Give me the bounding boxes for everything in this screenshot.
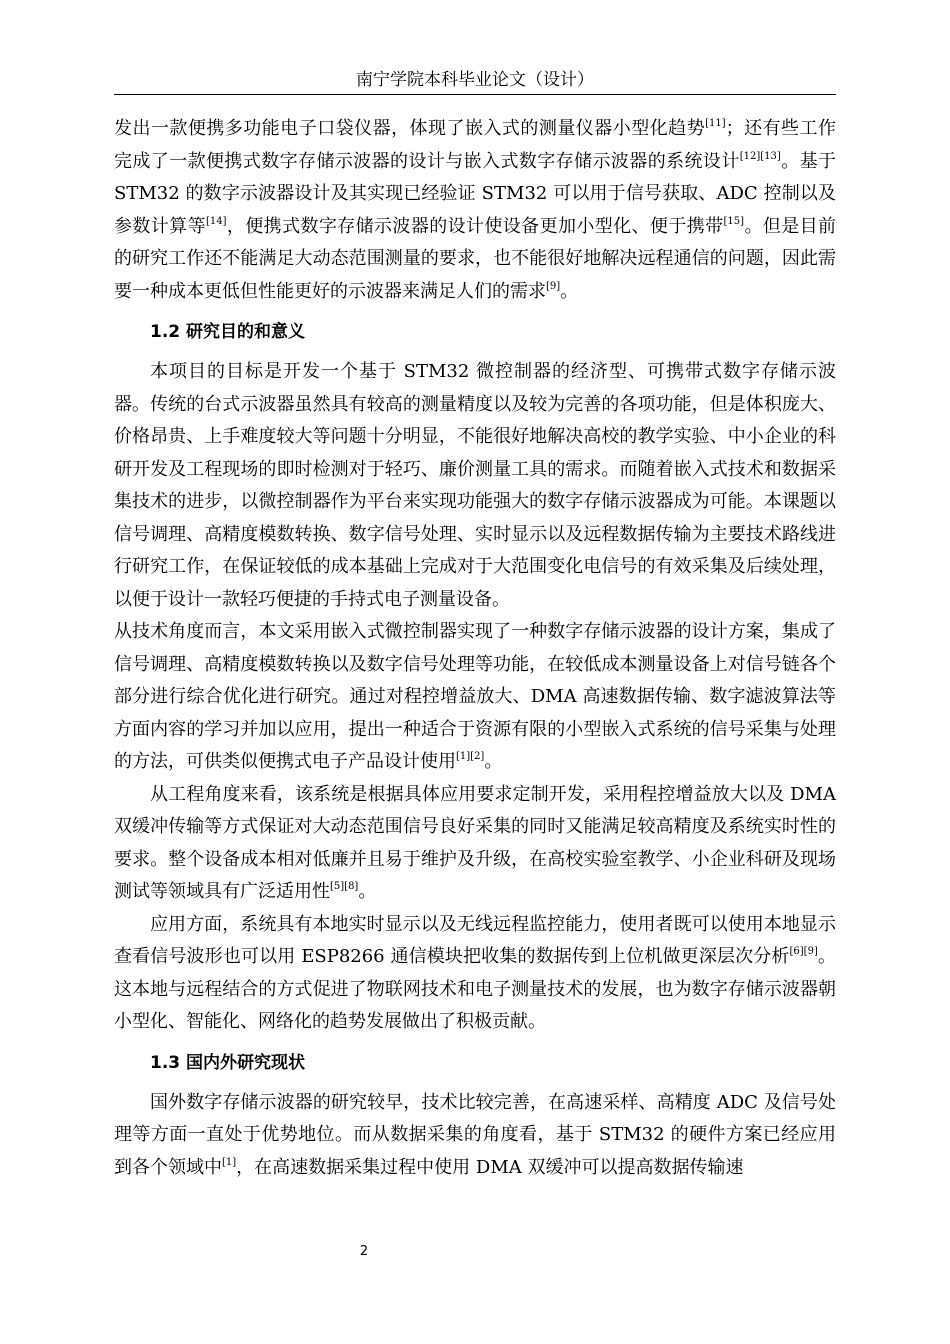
document-body (114, 113, 836, 1184)
text-run: 。 (358, 881, 377, 902)
text-run: ；还有些工作完成了一款便携式数字存储示波器的设计与嵌入式数字存储示波器的系统设计 (114, 118, 837, 172)
text-run: 。 (484, 751, 503, 772)
text-run: ，在高速数据采集过程中使用 DMA 双缓冲可以提高数据传输速 (236, 1156, 744, 1178)
text-run: 国外数字存储示波器的研究较早，技术比较完善，在高速采样、高精度 ADC 及信号处理等方面一直处于优势地位。而从数据采集的角度看，基于 STM32 的硬件方案已经应用到各个领域中 (114, 1091, 836, 1178)
paragraph-purpose (114, 356, 836, 616)
citation-ref: [12][13] (739, 150, 781, 162)
intro-paragraph (114, 113, 836, 308)
text-run: 从技术角度而言，本文采用嵌入式微控制器实现了一种数字存储示波器的设计方案，集成了信号调理、高精度模数转换以及数字信号处理等功能，在较低成本测量设备上对信号链各个部分进行综合优化进行研究。通过对程控增益放大、DMA 高速数据传输、数字滤波算法等方面内容的学习并加以应用，提出一种适合于资源有限的小型嵌入式系统的信号采集与处理的方法，可供类似便携式电子产品设计使用 (114, 621, 836, 772)
citation-ref: [15] (723, 215, 745, 227)
text-run: 。 (560, 280, 579, 302)
text-run: 从工程角度来看，该系统是根据具体应用要求定制开发，采用程控增益放大以及 DMA 双缓冲传输等方式保证对大动态范围信号良好采集的同时又能满足较高精度及系统实时性的要求。整个设备成本相对低廉并且易于维护及升级，在高校实验室教学、小企业科研及现场测试等领域具有广泛适用性 (114, 783, 836, 902)
text-run: 本项目的目标是开发一个基于 STM32 微控制器的经济型、可携带式数字存储示波器。传统的台式示波器虽然具有较高的测量精度以及较为完善的各项功能，但是体积庞大、价格昂贵、上手难度较大等问题十分明显，不能很好地解决高校的教学实验、中小企业的科研开发及工程现场的即时检测对于轻巧、廉价测量工具的需求。而随着嵌入式技术和数据采集技术的进步，以微控制器作为平台来实现功能强大的数字存储示波器成为可能。本课题以信号调理、高精度模数转换、数字信号处理、实时显示以及远程数据传输为主要技术路线进行研究工作，在保证较低的成本基础上完成对于大范围变化电信号的有效采集及后续处理，以便于设计一款轻巧便捷的手持式电子测量设备。 (114, 361, 836, 610)
paragraph-research-status (114, 1087, 836, 1185)
citation-ref: [6][9] (789, 946, 818, 957)
page-header: 南宁学院本科毕业论文（设计） (114, 66, 836, 95)
citation-ref: [14] (205, 215, 227, 227)
text-run: 。这本地与远程结合的方式促进了物联网技术和电子测量技术的发展，也为数字存储示波器朝小型化、智能化、网络化的趋势发展做出了积极贡献。 (114, 946, 836, 1032)
citation-ref: [9] (546, 280, 561, 292)
text-run: 。但是目前的研究工作还不能满足大动态范围测量的要求，也不能很好地解决远程通信的问题，因此需要一种成本更低但性能更好的示波器来满足人们的需求 (114, 215, 837, 302)
citation-ref: [5][8] (330, 881, 359, 892)
citation-ref: [11] (705, 118, 726, 129)
citation-ref: [1][2] (456, 751, 485, 762)
paragraph-application (114, 909, 836, 1039)
text-run: ，便携式数字存储示波器的设计使设备更加小型化、便于携带 (226, 215, 724, 237)
section-heading-1-2: 1.2 研究目的和意义 (150, 322, 306, 342)
section-heading-1-3: 1.3 国内外研究现状 (150, 1052, 306, 1073)
text-run: 发出一款便携多功能电子口袋仪器，体现了嵌入式的测量仪器小型化趋势 (114, 118, 706, 139)
paragraph-technical (114, 616, 836, 779)
citation-ref: [1] (222, 1156, 237, 1168)
page-number: 2 (359, 1244, 369, 1259)
text-run: 应用方面，系统具有本地实时显示以及无线远程监控能力，使用者既可以使用本地显示查看信号波形也可以用 ESP8266 通信模块把收集的数据传到上位机做更深层次分析 (114, 913, 836, 967)
text-run: 。基于 STM32 的数字示波器设计及其实现已经验证 STM32 可以用于信号获取、ADC 控制以及参数计算等 (114, 150, 837, 237)
paragraph-engineering (114, 779, 836, 909)
